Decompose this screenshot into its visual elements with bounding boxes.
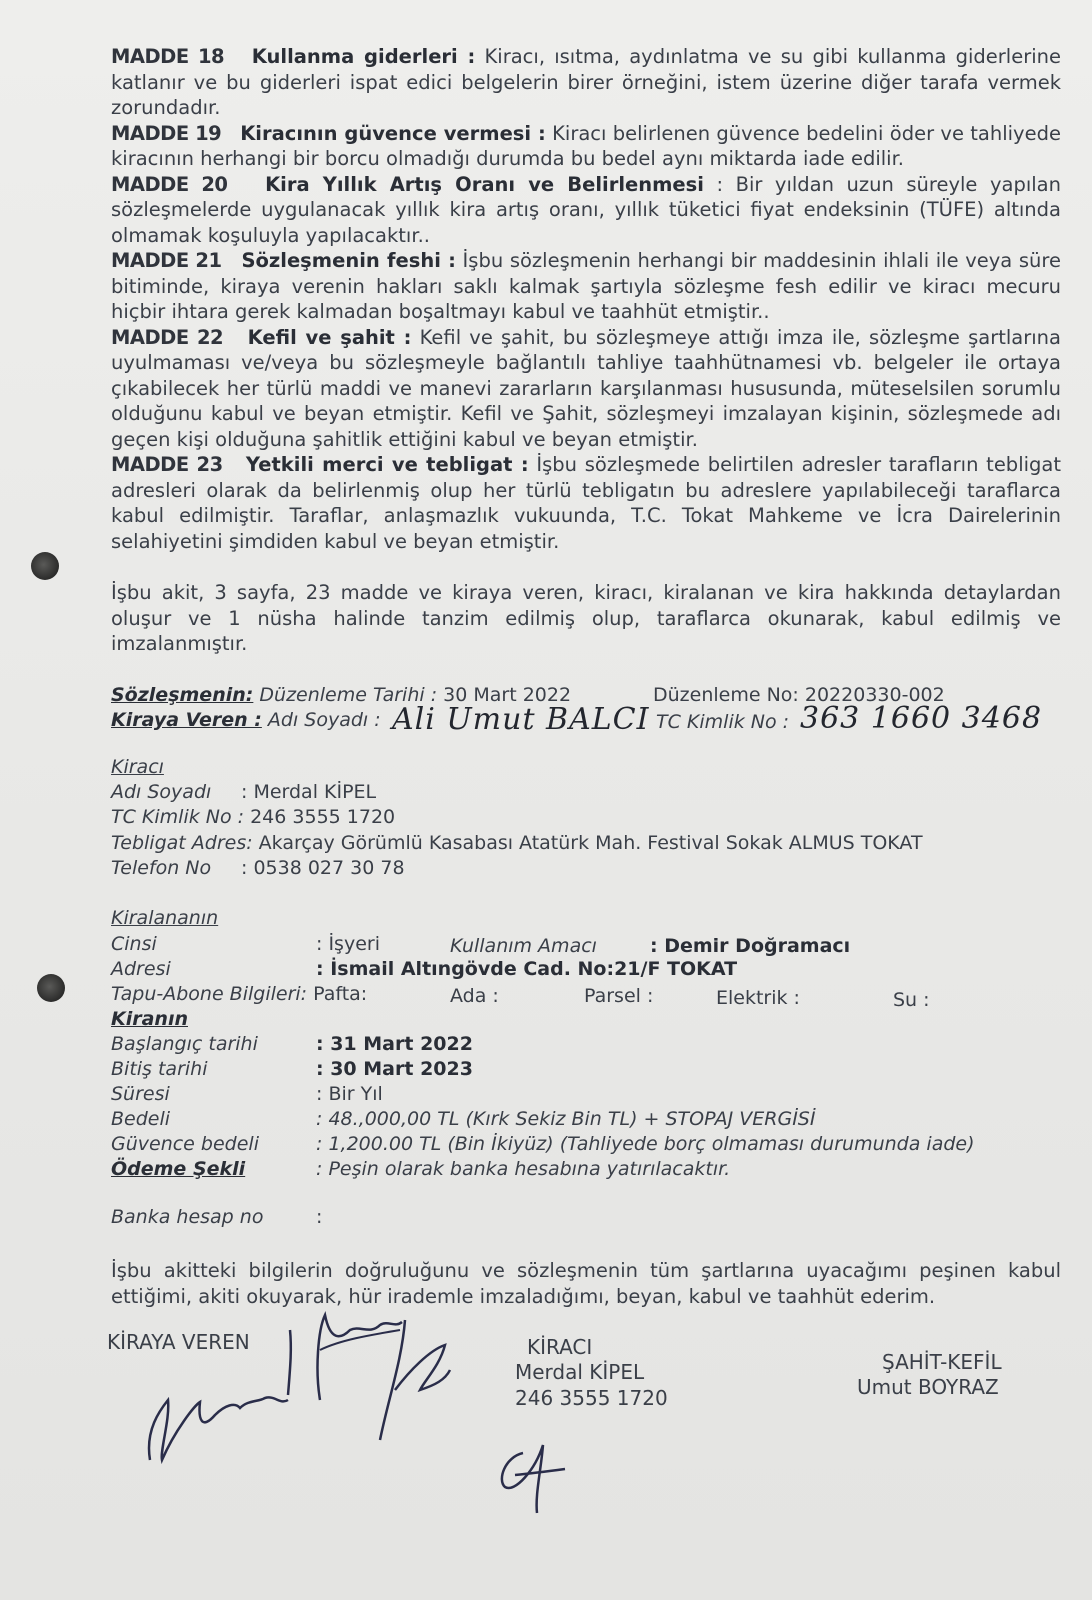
landlord-tc-handwritten: 363 1660 3468 [800, 701, 1043, 736]
contract-number: Düzenleme No: 20220330-002 [653, 684, 945, 706]
property-ada: Ada : [450, 985, 499, 1007]
tenant-heading: Kiracı [111, 756, 164, 778]
property-su: Su : [893, 989, 930, 1011]
landlord-tc-label: TC Kimlik No : [656, 711, 790, 733]
property-tapu-row: Tapu-Abone Bilgileri: Pafta: [111, 983, 368, 1005]
punch-hole [31, 552, 59, 580]
rent-start-row: Başlangıç tarihi : 31 Mart 2022 [111, 1033, 473, 1055]
tenant-address-row: Tebligat Adres: Akarçay Görümlü Kasabası Atatürk Mah. Festival Sokak ALMUS TOKAT [111, 832, 923, 854]
property-type-row: Cinsi : İşyeri [111, 933, 380, 955]
article-19: MADDE 19 Kiracının güvence vermesi : Kiracı belirlenen güvence bedelini öder ve tahliyede kiracının herhangi bir borcu olmadığı durumda bu bedel aynı miktarda iade edilir. [111, 121, 1061, 170]
property-parsel: Parsel : [584, 985, 654, 1007]
tenant-phone-row: Telefon No : 0538 027 30 78 [111, 857, 405, 879]
article-18: MADDE 18 Kullanma giderleri : Kiracı, ısıtma, aydınlatma ve su gibi kullanma giderlerine katlanır ve bu giderleri ispat edici belgelerin birer örneğini, istem üzerine diğer tarafa vermek zorundadır. [111, 45, 1061, 119]
rent-payment-row: Ödeme Şekli : Peşin olarak banka hesabına yatırılacaktır. [111, 1158, 731, 1180]
tenant-signature-tc: 246 3555 1720 [515, 1386, 668, 1410]
article-23: MADDE 23 Yetkili merci ve tebligat : İşbu sözleşmede belirtilen adresler tarafların tebligat adresleri olarak da belirlenmiş olup her türlü tebligatın bu adreslere yapılabileceği taraflarca kabul edilmiştir. Taraflar, anlaşmazlık vukuunda, T.C. Tokat Mahkeme ve İcra Dairelerinin selahiyetini şimdiden kabul ve beyan etmiştir. [111, 453, 1061, 553]
tenant-tc-row: TC Kimlik No : 246 3555 1720 [111, 806, 396, 828]
landlord-signature-icon [140, 1310, 470, 1480]
landlord-row: Kiraya Veren : Adı Soyadı : [111, 709, 381, 731]
witness-signature-title: ŞAHİT-KEFİL [882, 1350, 1002, 1374]
witness-signature-name: Umut BOYRAZ [857, 1375, 999, 1399]
tenant-name-row: Adı Soyadı : Merdal KİPEL [111, 781, 377, 803]
property-usage-label: Kullanım Amacı [450, 935, 597, 957]
rent-end-row: Bitiş tarihi : 30 Mart 2023 [111, 1058, 473, 1080]
rent-bank-row: Banka hesap no : [111, 1206, 323, 1228]
property-elektrik: Elektrik : [716, 987, 800, 1009]
property-address-row: Adresi : İsmail Altıngövde Cad. No:21/F TOKAT [111, 958, 738, 980]
tenant-signature-name: Merdal KİPEL [515, 1360, 645, 1384]
article-20: MADDE 20 Kira Yıllık Artış Oranı ve Belirlenmesi : Bir yıldan uzun süreyle yapılan sözleşmelerde uygulanacak yıllık kira artış oranı, yıllık tüketici fiyat endeksinin (TÜFE) altında olmamak koşuluyla yapılacaktır.. [111, 172, 1061, 247]
rent-deposit-row: Güvence bedeli : 1,200.00 TL (Bin İkiyüz) (Tahliyede borç olmaması durumunda iade) [111, 1133, 975, 1155]
article-21: MADDE 21 Sözleşmenin feshi : İşbu sözleşmenin herhangi bir maddesinin ihlali ile veya süre bitiminde, kiraya verenin hakları saklı kalmak şartıyla sözleşme fesh edilir ve kiracı mecuru hiçbir ihtara gerek kalmadan boşaltmayı kabul ve taahhüt etmiştir.. [111, 249, 1061, 323]
articles-section [111, 44, 1061, 554]
punch-hole [37, 974, 65, 1002]
tenant-signature-title: KİRACI [527, 1335, 593, 1359]
property-usage: : Demir Doğramacı [650, 935, 851, 957]
rent-price-row: Bedeli : 48.,000,00 TL (Kırk Sekiz Bin TL) + STOPAJ VERGİSİ [111, 1108, 816, 1130]
property-heading: Kiralananın [111, 907, 219, 929]
landlord-signature-title: KİRAYA VEREN [107, 1330, 250, 1354]
rent-heading: Kiranın [111, 1008, 188, 1030]
rent-duration-row: Süresi : Bir Yıl [111, 1083, 383, 1105]
summary-paragraph: İşbu akit, 3 sayfa, 23 madde ve kiraya veren, kiracı, kiralanan ve kira hakkında detaylardan oluşur ve 1 nüsha halinde tanzim edilmiş olup, taraflarca okunarak, kabul edilmiş ve imzalanmıştır. [111, 581, 1061, 655]
final-statement: İşbu akitteki bilgilerin doğruluğunu ve sözleşmenin tüm şartlarına uyacağımı peşinen kabul ettiğimi, akiti okuyarak, hür irademle imzaladığımı, beyan, kabul ve taahhüt ederim. [111, 1259, 1061, 1308]
tenant-signature-icon [495, 1435, 575, 1515]
article-22: MADDE 22 Kefil ve şahit : Kefil ve şahit, bu sözleşmeye attığı imza ile, sözleşme şartlarına uyulmaması ve/veya bu sözleşmeyle bağlantılı tahliye taahhütnamesi vb. belgeler ile ortaya çıkabilecek her türlü maddi ve manevi zararların karşılanması hususunda, müteselsilen sorumlu olduğunu kabul ve beyan etmiştir. Kefil ve Şahit, sözleşmeyi imzalayan kişinin, sözleşmede adı geçen kişi olduğuna şahitlik ettiğini kabul ve beyan etmiştir. [111, 325, 1061, 451]
contract-info-row: Sözleşmenin: Düzenleme Tarihi : 30 Mart 2022 [111, 684, 572, 706]
landlord-name-handwritten: Ali Umut BALCI [392, 702, 650, 737]
